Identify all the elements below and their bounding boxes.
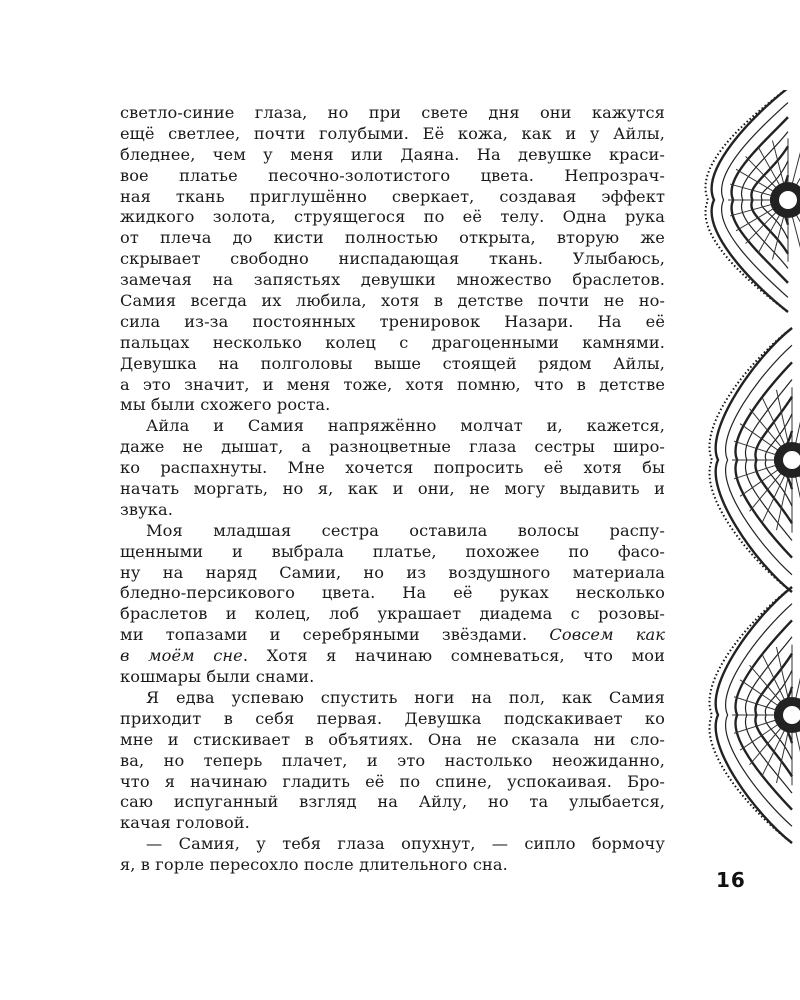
text-line: ная ткань приглушённо сверкает, создавая эффект xyxy=(120,186,665,206)
text-line: — Самия, у тебя глаза опухнут, — сипло бормочу xyxy=(146,834,665,854)
book-body-text xyxy=(120,103,665,876)
text-line: скрывает свободно ниспадающая ткань. Улыбаюсь, xyxy=(120,249,665,269)
italic-text: Совсем как xyxy=(549,625,666,645)
text-line: замечая на запястьях девушки множество браслетов. xyxy=(120,270,665,290)
text-line: кошмары были снами. xyxy=(120,667,315,687)
text-line: приходит в себя первая. Девушка подскакивает ко xyxy=(120,708,665,728)
text-line: мне и стискивает в объятиях. Она не сказала ни сло- xyxy=(120,729,665,749)
text-segment: . Хотя я начинаю сомневаться, что мои xyxy=(242,646,665,666)
text-line xyxy=(120,625,665,646)
paragraph xyxy=(120,103,665,416)
page-number: 16 xyxy=(716,868,746,892)
text-line: мы были схожего роста. xyxy=(120,395,331,415)
text-line: браслетов и колец, лоб украшает диадема с розовы- xyxy=(120,604,665,624)
text-line: ва, но теперь плачет, и это настолько неожиданно, xyxy=(120,750,665,770)
text-line: жидкого золота, струящегося по её телу. Одна рука xyxy=(120,207,665,227)
text-line: что я начинаю гладить её по спине, успокаивая. Бро- xyxy=(120,771,665,791)
text-line: качая головой. xyxy=(120,813,250,833)
text-line: щенными и выбрала платье, похожее по фасо- xyxy=(120,541,665,561)
text-line: Я едва успеваю спустить ноги на пол, как Самия xyxy=(146,687,665,707)
text-line: начать моргать, но я, как и они, не могу выдавить и xyxy=(120,479,665,499)
paragraph xyxy=(120,834,665,876)
text-line: я, в горле пересохло после длительного сна. xyxy=(120,855,508,875)
text-line: саю испуганный взгляд на Айлу, но та улыбается, xyxy=(120,792,665,812)
italic-text: в моём сне xyxy=(120,646,243,666)
text-line: сила из-за постоянных тренировок Назари. На её xyxy=(120,311,665,331)
text-line: ко распахнуты. Мне хочется попросить её хотя бы xyxy=(120,458,665,478)
text-line: от плеча до кисти полностью открыта, вторую же xyxy=(120,228,665,248)
text-line: бледнее, чем у меня или Даяна. На девушке краси- xyxy=(120,144,665,164)
text-line: Моя младшая сестра оставила волосы распу- xyxy=(146,520,665,540)
mandala-ornament-border xyxy=(700,90,800,890)
mandala-icon xyxy=(709,587,800,843)
mandala-icon xyxy=(705,90,800,312)
mandala-icon xyxy=(709,328,800,592)
text-line: пальцах несколько колец с драгоценными камнями. xyxy=(120,332,665,352)
text-line: светло-синие глаза, но при свете дня они кажутся xyxy=(120,103,665,122)
text-line: даже не дышат, а разноцветные глаза сестры широ- xyxy=(120,437,665,457)
paragraph xyxy=(120,416,665,520)
text-line: Самия всегда их любила, хотя в детстве почти не но- xyxy=(120,291,665,311)
text-line: а это значит, и меня тоже, хотя помню, что в детстве xyxy=(120,374,665,394)
paragraph xyxy=(120,688,665,834)
text-line: ну на наряд Самии, но из воздушного материала xyxy=(120,562,665,582)
text-segment: ми топазами и серебряными звёздами. xyxy=(120,625,550,645)
text-line xyxy=(120,646,665,667)
text-line: Девушка на полголовы выше стоящей рядом Айлы, xyxy=(120,353,665,373)
text-line: звука. xyxy=(120,499,173,519)
paragraph xyxy=(120,521,665,688)
text-line: бледно-персикового цвета. На её руках несколько xyxy=(120,583,665,603)
text-line: Айла и Самия напряжённо молчат и, кажется, xyxy=(146,416,665,436)
text-line: вое платье песочно-золотистого цвета. Непрозрач- xyxy=(120,165,665,185)
text-line: ещё светлее, почти голубыми. Её кожа, как и у Айлы, xyxy=(120,123,665,143)
